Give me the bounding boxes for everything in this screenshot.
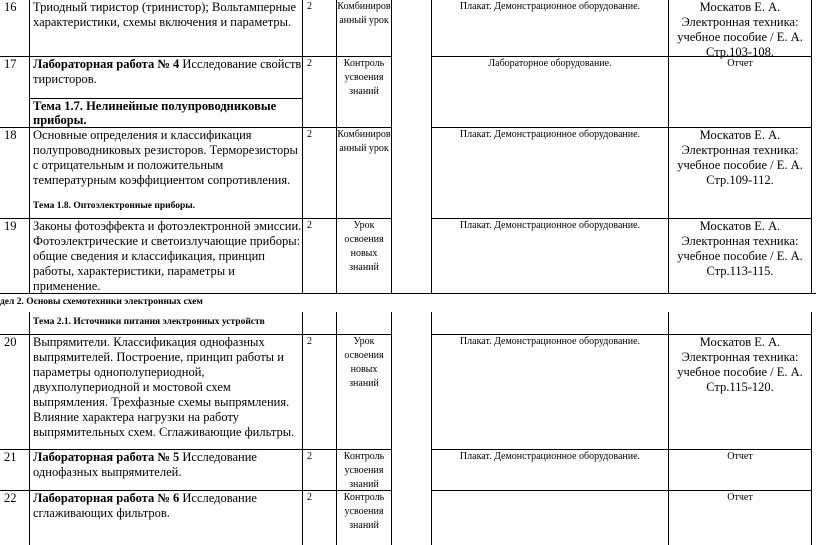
topic-text: Выпрямители. Классификация однофазных выпрямителей. Построение, принцип работы и параметры однополупериодной, двухполупериодной и мостовой схем выпрямления. Трехфазные схемы выпрямления. Влияние характера нагрузки на работу выпрямительных схем. Сглаживающие фильтры. (33, 335, 295, 439)
literature-cell: Москатов Е. А. Электронная техника: учебное пособие / Е. А. Стр.113-115. (668, 219, 812, 294)
section-heading-row (0, 294, 816, 312)
lesson-type-cell: Урок освоения новых знаний (336, 219, 392, 294)
topic-cell (29, 128, 302, 200)
literature-cell: Москатов Е. А. Электронная техника: учебное пособие / Е. А. Стр.115-120. (668, 335, 812, 450)
lesson-type-cell: Контроль усвоения знаний (336, 57, 392, 99)
hours-cell: 2 (302, 491, 336, 545)
lesson-type-cell: Комбиниров анный урок (336, 0, 392, 56)
equipment-cell: Плакат. Демонстрационное оборудование. (431, 219, 668, 294)
equipment-cell (431, 491, 668, 545)
topic-bold: Лабораторная работа № 6 (33, 491, 180, 505)
topic-cell (29, 0, 302, 56)
literature-cell: Отчет (668, 450, 812, 491)
lesson-type-cell: Контроль усвоения знаний (336, 450, 392, 491)
equipment-cell: Лабораторное оборудование. (431, 57, 668, 99)
hours-cell: 2 (302, 219, 336, 294)
topic-text: Основные определения и классификация полупроводниковых резисторов. Терморезисторы с отрицательным и положительным температурным коэффициентом сопротивления. (33, 128, 298, 187)
equipment-cell: Плакат. Демонстрационное оборудование. (431, 0, 668, 56)
topic-text: Триодный тиристор (тринистор); Вольтамперные характеристики, схемы включения и параметры. (33, 0, 297, 29)
topic-text: Законы фотоэффекта и фотоэлектронной эмиссии. Фотоэлектрические и светоизлучающие приборы: общие сведения и классификация, принцип работы, характеристики, параметры и применение. (33, 219, 302, 293)
lesson-type-cell: Контроль усвоения знаний (336, 491, 392, 545)
table-row (0, 491, 816, 545)
row-number: 16 (4, 0, 17, 14)
hours-cell: 2 (302, 57, 336, 99)
section-heading: дел 2. Основы схемотехники электронных схем (0, 297, 203, 307)
section-heading-row (0, 200, 816, 218)
table-row (0, 57, 816, 99)
table-row (0, 450, 816, 491)
topic-cell (29, 219, 302, 294)
lesson-type-cell: Урок освоения новых знаний (336, 335, 392, 450)
section-heading-row (0, 312, 816, 334)
literature-cell: Москатов Е. А. Электронная техника: учебное пособие / Е. А. Стр.109-112. (668, 128, 812, 200)
table-row (0, 0, 816, 59)
table-row (0, 128, 816, 200)
hours-cell: 2 (302, 0, 336, 56)
topic-cell (29, 450, 302, 491)
section-heading: Тема 1.8. Оптоэлектронные приборы. (29, 200, 302, 218)
section-heading: Тема 2.1. Источники питания электронных устройств (29, 312, 302, 334)
topic-cell (29, 491, 302, 545)
row-number: 21 (4, 450, 17, 464)
section-heading: Тема 1.7. Нелинейные полупроводниковые приборы. (29, 99, 302, 127)
row-number: 18 (4, 128, 17, 142)
topic-text: Исследование сглаживающих фильтров. (33, 491, 257, 520)
topic-cell (29, 335, 302, 450)
hours-cell: 2 (302, 335, 336, 450)
row-number: 22 (4, 491, 17, 505)
topic-text: Исследование свойств тиристоров. (33, 57, 302, 86)
topic-bold: Лабораторная работа № 4 (33, 57, 180, 71)
literature-cell: Отчет (668, 491, 812, 545)
topic-cell (29, 57, 302, 99)
equipment-cell: Плакат. Демонстрационное оборудование. (431, 335, 668, 450)
topic-bold: Лабораторная работа № 5 (33, 450, 180, 464)
topic-text: Исследование однофазных выпрямителей. (33, 450, 257, 479)
hours-cell: 2 (302, 450, 336, 491)
table-row (0, 219, 816, 294)
equipment-cell: Плакат. Демонстрационное оборудование. (431, 128, 668, 200)
lesson-type-cell: Комбиниров анный урок (336, 128, 392, 200)
row-number: 17 (4, 57, 17, 71)
literature-cell: Москатов Е. А. Электронная техника: учебное пособие / Е. А. Стр.103-108. (668, 0, 812, 56)
row-number: 19 (4, 219, 17, 233)
literature-cell: Отчет (668, 57, 812, 99)
table-row (0, 335, 816, 450)
row-number: 20 (4, 335, 17, 349)
hours-cell: 2 (302, 128, 336, 200)
section-heading-row (0, 99, 816, 127)
equipment-cell: Плакат. Демонстрационное оборудование. (431, 450, 668, 491)
